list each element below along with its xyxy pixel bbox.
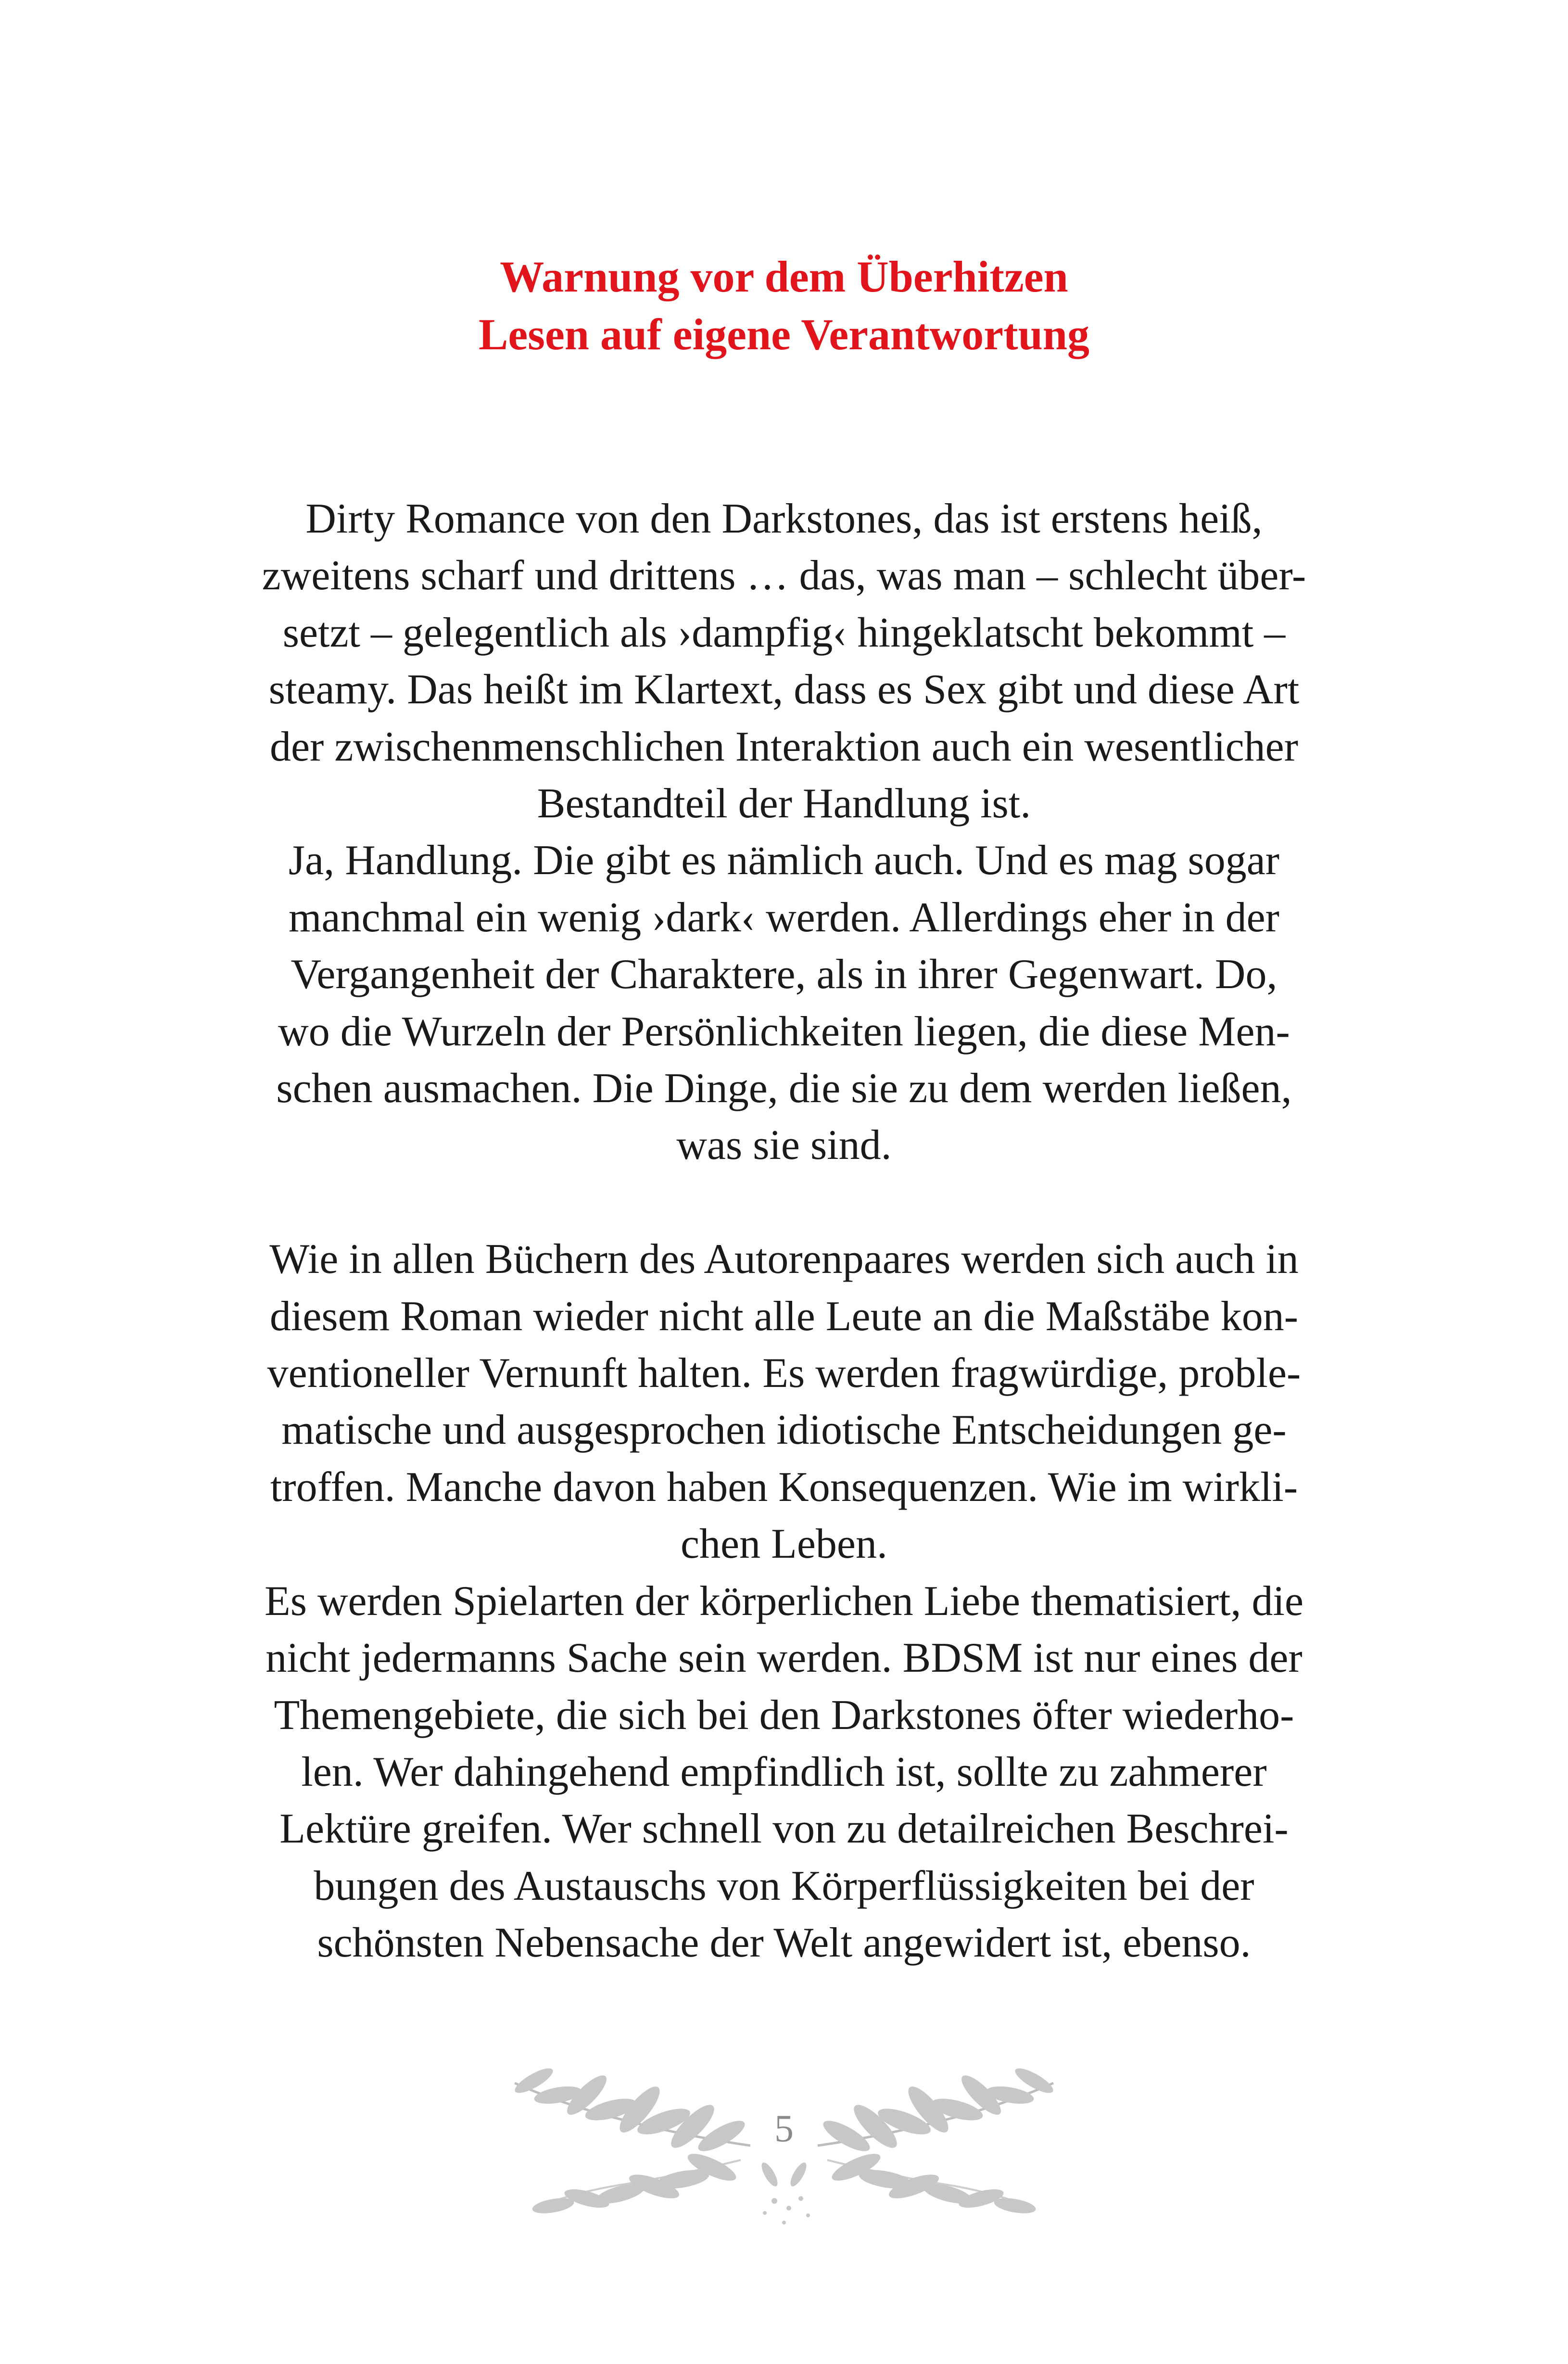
text-line: Ja, Handlung. Die gibt es nämlich auch. Und es mag sogar [288, 837, 1280, 884]
text-line: zweitens scharf und drittens … das, was man – schlecht über- [262, 552, 1306, 599]
text-line: manchmal ein wenig ›dark‹ werden. Allerdings eher in der [289, 894, 1279, 941]
page-number: 5 [774, 2108, 794, 2150]
text-line: troffen. Manche davon haben Konsequenzen. Wie im wirkli- [270, 1463, 1298, 1511]
paragraph-gap [240, 1174, 1328, 1231]
text-line: matische und ausgesprochen idiotische Entscheidungen ge- [281, 1407, 1287, 1454]
text-line: schönsten Nebensache der Welt angewidert ist, ebenso. [317, 1919, 1251, 1967]
text-line: bungen des Austauschs von Körperflüssigkeiten bei der [314, 1862, 1254, 1909]
text-line: Es werden Spielarten der körperlichen Liebe thematisiert, die [264, 1577, 1304, 1625]
heading-line-1: Warnung vor dem Überhitzen [500, 252, 1068, 301]
text-line: steamy. Das heißt im Klartext, dass es Sex gibt und diese Art [268, 666, 1300, 713]
text-line: Themengebiete, die sich bei den Darkstones öfter wiederho- [274, 1691, 1294, 1739]
text-line: wo die Wurzeln der Persönlichkeiten liegen, die diese Men- [278, 1008, 1290, 1055]
text-line: ventioneller Vernunft halten. Es werden fragwürdige, proble- [267, 1350, 1301, 1397]
text-line: schen ausmachen. Die Dinge, die sie zu dem werden ließen, [276, 1065, 1292, 1112]
text-line: was sie sind. [676, 1122, 892, 1169]
text-line: Bestandteil der Handlung ist. [537, 780, 1031, 827]
heading-line-2: Lesen auf eigene Verantwortung [478, 310, 1090, 359]
text-line: nicht jedermanns Sache sein werden. BDSM ist nur eines der [266, 1635, 1302, 1682]
text-line: Vergangenheit der Charaktere, als in ihrer Gegenwart. Do, [291, 951, 1277, 998]
text-line: chen Leben. [681, 1521, 887, 1568]
warning-heading [0, 248, 1568, 363]
text-line: Lektüre greifen. Wer schnell von zu detailreichen Beschrei- [279, 1805, 1289, 1853]
text-line: Wie in allen Büchern des Autorenpaares werden sich auch in [269, 1236, 1299, 1283]
text-line: diesem Roman wieder nicht alle Leute an die Maßstäbe kon- [269, 1293, 1299, 1340]
text-line: Dirty Romance von den Darkstones, das ist erstens heiß, [305, 496, 1263, 542]
text-line: setzt – gelegentlich als ›dampfig‹ hingeklatscht bekommt – [282, 609, 1286, 656]
body-text [240, 491, 1328, 1972]
text-line: der zwischenmenschlichen Interaktion auch ein wesentlicher [270, 723, 1298, 770]
text-line: len. Wer dahingehend empfindlich ist, sollte zu zahmerer [301, 1748, 1267, 1795]
